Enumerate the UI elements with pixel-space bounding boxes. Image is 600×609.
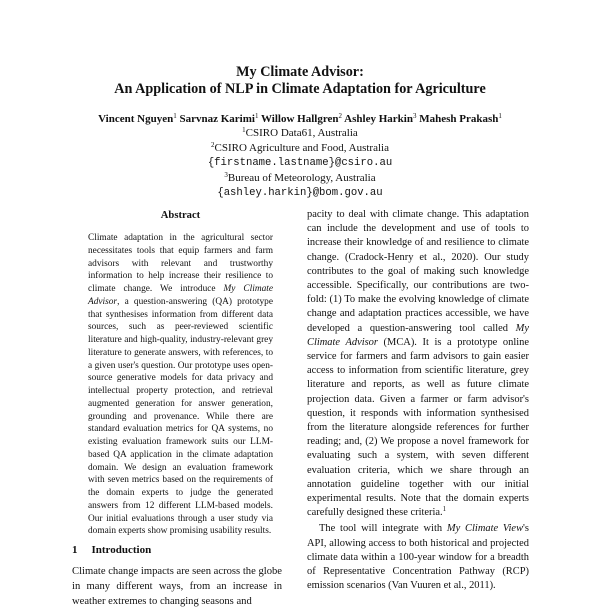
body-paragraph (307, 208, 529, 520)
author-list (0, 112, 600, 126)
tool-name: My Climate Advisor (307, 322, 529, 348)
affiliation-mark: 3 (224, 171, 228, 179)
paper-title (0, 64, 600, 98)
tool-name: My Climate View (446, 523, 524, 535)
body-text: (MCA). It is a prototype online service for farmers and farm advisors to gain easier access to information from scientific literature, grey literature and reports, as well as future climate projection data. Given a farmer or farm advisor's question, it responds with information synthesised from the literature alongside references for further reading; and, (2) We propose a novel framework for evaluating such a system, with seven different evaluation criteria, which we share through an annotation guideline together with our initial experimental results. Note that the domain experts carefully designed these criteria. (307, 336, 529, 519)
author-affiliation-mark: 1 (254, 112, 259, 120)
affiliation-2 (0, 141, 600, 156)
author-affiliation-mark: 3 (412, 112, 417, 120)
right-column-body (307, 208, 529, 593)
section-number: 1 (72, 544, 78, 556)
abstract-text: Climate adaptation in the agricultural sector necessitates tools that equip farmers and farm advisors with relevant and trustworthy information to help increase their resilience to climate change. We introduce (88, 233, 273, 294)
body-text: 's API, allowing access to both historical and projected climate data within a 100-year window for a breadth of Representative Concentration Pathway (RCP) emission scenarios (Van Vuuren et al., 2011). (307, 523, 529, 592)
tool-name: My Climate Advisor (88, 284, 274, 307)
body-text: The tool will integrate with (319, 523, 447, 535)
author-affiliation-mark: 2 (338, 112, 343, 120)
author-name: Ashley Harkin (344, 113, 413, 125)
body-text: pacity to deal with climate change. This adaptation can include the development and use of tools to increase their knowledge of and resilience to climate change. (Cradock-Henry et al., 2020). Our study contributes to the goal of making such knowledge accessible. Specifically, our contributions are two-fold: (1) To make the evolving knowledge of climate change and adaptation practices accessible, we have developed a question-answering tool called (307, 209, 529, 334)
abstract-paragraph (88, 232, 273, 538)
introduction-text: Climate change impacts are seen across the globe in many different ways, from an increase in weather extremes to changing seasons and (72, 566, 282, 607)
title-line-1: My Climate Advisor: (236, 64, 364, 80)
email-csiro: {firstname.lastname}@csiro.au (207, 157, 393, 169)
section-heading (72, 544, 282, 556)
right-column (307, 208, 529, 593)
author-name: Willow Hallgren (261, 113, 339, 125)
author-name: Mahesh Prakash (419, 113, 499, 125)
author-name: Sarvnaz Karimi (179, 113, 255, 125)
abstract-section (88, 210, 273, 538)
introduction-section (72, 544, 282, 609)
affiliation-mark: 1 (242, 126, 246, 134)
author-name: Vincent Nguyen (98, 113, 174, 125)
affiliation-text: CSIRO Data61, Australia (245, 127, 358, 139)
abstract-text: , a question-answering (QA) prototype that synthesises information from different data sources, such as peer-reviewed scientific literature and high-quality, industry-relevant grey literature to generate answers, with references, to a given user's question. Our prototype uses open-source generative models for data privacy and intellectual property protection, and retrieval augmented generation for answer generation, grounding and provenance. While there are standard evaluation metrics for QA systems, no existing evaluation framework suits our LLM-based QA application in the climate adaptation domain. We design an evaluation framework with seven metrics based on the requirements of the domain experts to judge the generated answers from 12 different LLM-based models. Our initial evaluations through a user study via domain experts show promising usability results. (88, 296, 273, 537)
affiliation-text: Bureau of Meteorology, Australia (227, 172, 376, 184)
email-bom: {ashley.harkin}@bom.gov.au (217, 187, 383, 199)
paper-header (0, 64, 600, 201)
affiliation-text: CSIRO Agriculture and Food, Australia (214, 142, 389, 154)
affiliation-1 (0, 126, 600, 141)
abstract-body (88, 232, 273, 538)
affiliation-3 (0, 171, 600, 186)
author-affiliation-mark: 1 (173, 112, 177, 120)
abstract-heading: Abstract (160, 210, 201, 221)
footnote-marker: 1 (442, 505, 447, 514)
author-affiliation-mark: 1 (498, 112, 502, 120)
section-title: Introduction (91, 544, 152, 556)
affiliation-mark: 2 (211, 141, 215, 149)
title-line-2: An Application of NLP in Climate Adaptation for Agriculture (114, 81, 486, 97)
body-paragraph (307, 522, 529, 593)
